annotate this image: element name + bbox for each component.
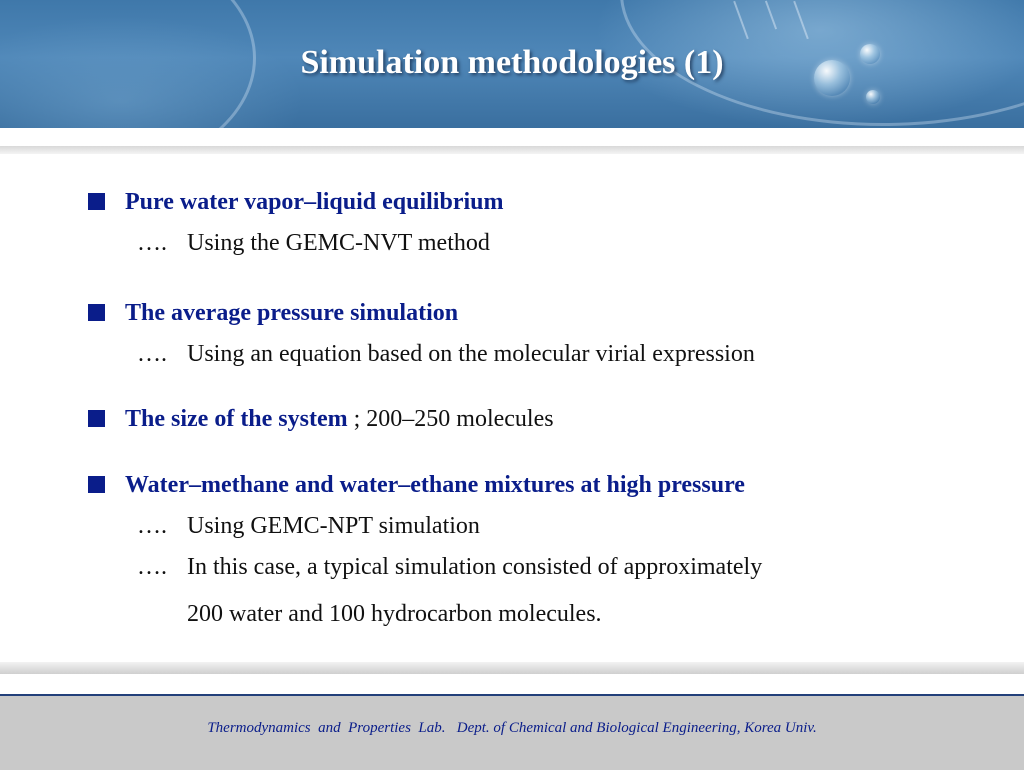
bullet-heading: Pure water vapor–liquid equilibrium xyxy=(125,189,504,215)
bullet-heading: Water–methane and water–ethane mixtures at high pressure xyxy=(125,472,745,498)
bottom-divider xyxy=(0,662,1024,674)
top-divider xyxy=(0,146,1024,154)
bullet-item xyxy=(88,189,503,216)
sub-item-text: In this case, a typical simulation consisted of approximately xyxy=(187,554,763,580)
sub-item-continuation: 200 water and 100 hydrocarbon molecules. xyxy=(187,601,602,627)
ellipsis-marker: …. xyxy=(137,554,167,580)
sub-item-text: Using GEMC-NPT simulation xyxy=(187,513,480,539)
square-bullet-icon xyxy=(88,193,105,210)
bullet-heading: The average pressure simulation xyxy=(125,300,459,326)
bullet-item xyxy=(88,406,554,433)
bullet-item xyxy=(88,472,745,499)
ellipsis-marker: …. xyxy=(137,513,167,539)
sub-item-text: Using an equation based on the molecular virial expression xyxy=(187,341,755,367)
sub-item-text: Using the GEMC-NVT method xyxy=(187,230,490,256)
bullet-item xyxy=(88,300,458,327)
sub-item xyxy=(137,230,490,257)
square-bullet-icon xyxy=(88,410,105,427)
sub-item xyxy=(137,513,480,540)
ellipsis-marker: …. xyxy=(137,341,167,367)
footer-credit: Thermodynamics and Properties Lab. Dept. of Chemical and Biological Engineering, Korea Univ. xyxy=(207,720,817,736)
ellipsis-marker: …. xyxy=(137,230,167,256)
square-bullet-icon xyxy=(88,476,105,493)
bullet-suffix: ; 200–250 molecules xyxy=(347,406,554,432)
header-banner xyxy=(0,0,1024,128)
page-title: Simulation methodologies (1) xyxy=(300,44,724,81)
square-bullet-icon xyxy=(88,304,105,321)
sub-item xyxy=(137,554,762,581)
banner-bubble xyxy=(866,90,880,104)
sub-item xyxy=(137,341,755,368)
bullet-heading: The size of the system xyxy=(125,406,348,432)
footer-bar xyxy=(0,694,1024,770)
